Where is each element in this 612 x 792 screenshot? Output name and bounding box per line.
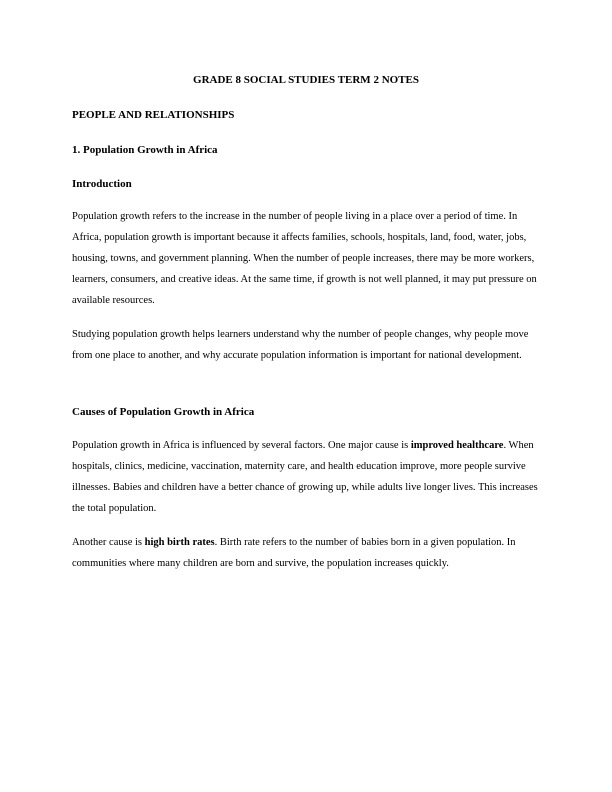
causes-paragraph-1-text-end: . When hospitals, clinics, medicine, vaccination, maternity care, and health education improve, more people survive illnesses. Babies and children have a better chance of growing up, while adults live longer lives. This increases the total population. (72, 440, 538, 514)
causes-paragraph-2-text-end: . Birth rate refers to the number of babies born in a given population. In communities where many children are born and survive, the population increases quickly. (72, 537, 516, 569)
document-title: GRADE 8 SOCIAL STUDIES TERM 2 NOTES (193, 74, 419, 86)
introduction-heading: Introduction (72, 178, 132, 190)
improved-healthcare-emphasis: improved healthcare (410, 440, 504, 451)
causes-paragraph-2-text-start: Another cause is (72, 537, 145, 548)
causes-paragraph-1-text-start: Population growth in Africa is influenced by several factors. One major cause is (72, 440, 411, 451)
introduction-paragraph-1: Population growth refers to the increase in the number of people living in a place over a period of time. In Africa, population growth is important because it affects families, schools, hospitals, land, food, water, jobs, housing, towns, and government planning. When the number of people increases, there may be more workers, learners, consumers, and creative ideas. At the same time, if growth is not well planned, it may put pressure on available resources. (72, 211, 537, 306)
high-birth-rates-emphasis: high birth rates (144, 537, 215, 548)
causes-heading: Causes of Population Growth in Africa (72, 406, 255, 418)
section-heading: PEOPLE AND RELATIONSHIPS (72, 109, 235, 121)
causes-paragraph-1 (72, 435, 542, 519)
causes-paragraph-2 (72, 532, 542, 574)
introduction-paragraph-2: Studying population growth helps learners understand why the number of people changes, why people move from one place to another, and why accurate population information is important for national development. (72, 329, 529, 361)
subsection-heading: 1. Population Growth in Africa (72, 144, 218, 156)
